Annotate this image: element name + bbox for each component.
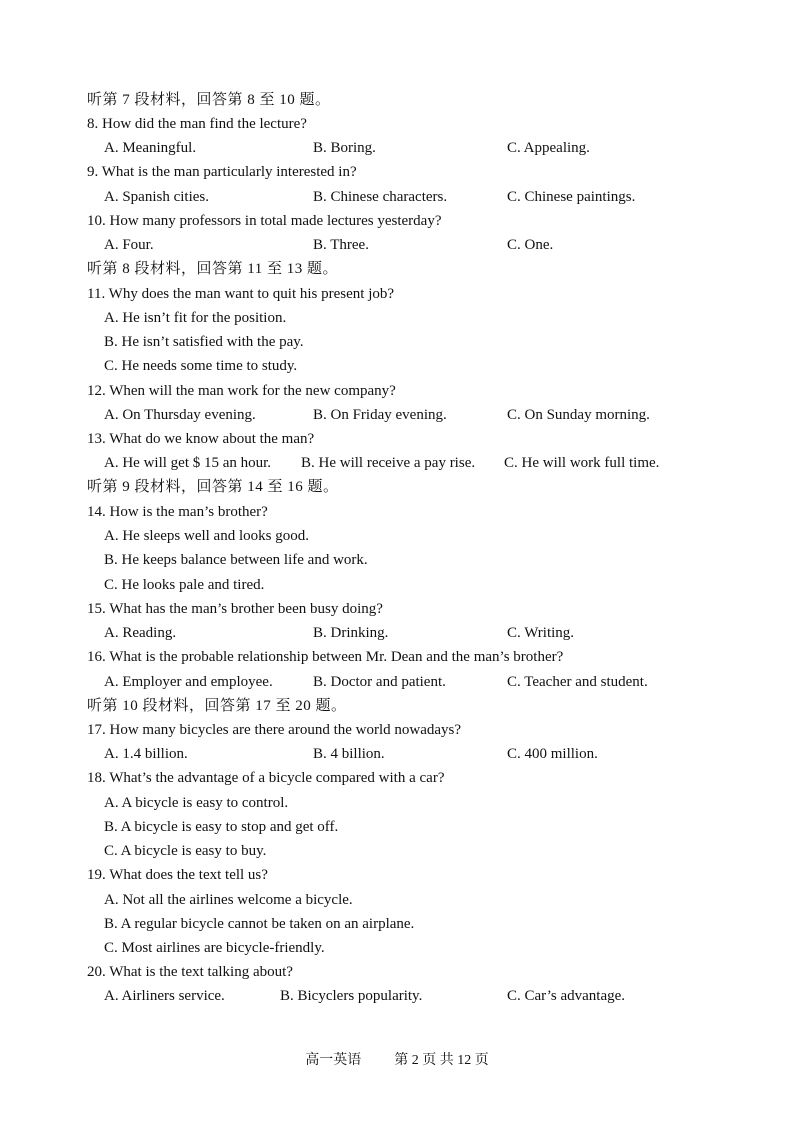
option-c: C. Chinese paintings.	[507, 189, 636, 205]
option-18-b: B. A bicycle is easy to stop and get off.	[104, 819, 339, 835]
option-b: B. Bicyclers popularity.	[280, 988, 423, 1004]
question-8: 8. How did the man find the lecture?	[87, 116, 307, 132]
question-11: 11. Why does the man want to quit his present job?	[87, 286, 395, 302]
question-9: 9. What is the man particularly interested in?	[87, 164, 357, 180]
option-c: C. He will work full time.	[504, 455, 660, 471]
question-10: 10. How many professors in total made lectures yesterday?	[87, 213, 442, 229]
footer-page-number: 第 2 页 共 12 页	[394, 1053, 489, 1068]
option-19-c: C. Most airlines are bicycle-friendly.	[104, 940, 325, 956]
option-a: A. Four.	[104, 237, 154, 253]
option-c: C. One.	[507, 237, 554, 253]
option-14-a: A. He sleeps well and looks good.	[104, 528, 309, 544]
page-footer	[0, 1051, 794, 1071]
option-11-c: C. He needs some time to study.	[104, 358, 298, 374]
question-17: 17. How many bicycles are there around the world nowadays?	[87, 722, 462, 738]
option-a: A. Airliners service.	[104, 988, 225, 1004]
question-18: 18. What’s the advantage of a bicycle compared with a car?	[87, 770, 445, 786]
option-19-b: B. A regular bicycle cannot be taken on an airplane.	[104, 916, 415, 932]
option-a: A. Spanish cities.	[104, 189, 209, 205]
option-b: B. Three.	[313, 237, 369, 253]
option-b: B. On Friday evening.	[313, 407, 447, 423]
option-b: B. Drinking.	[313, 625, 389, 641]
option-a: A. Employer and employee.	[104, 674, 273, 690]
option-b: B. He will receive a pay rise.	[301, 455, 476, 471]
question-14: 14. How is the man’s brother?	[87, 504, 268, 520]
option-a: A. On Thursday evening.	[104, 407, 256, 423]
option-a: A. 1.4 billion.	[104, 746, 188, 762]
option-b: B. Boring.	[313, 140, 376, 156]
option-18-a: A. A bicycle is easy to control.	[104, 795, 289, 811]
option-c: C. Car’s advantage.	[507, 988, 626, 1004]
option-b: B. Chinese characters.	[313, 189, 448, 205]
section-heading-9: 听第 9 段材料，回答第 14 至 16 题。	[87, 479, 339, 495]
option-b: B. 4 billion.	[313, 746, 385, 762]
option-a: A. He will get $ 15 an hour.	[104, 455, 272, 471]
question-16: 16. What is the probable relationship between Mr. Dean and the man’s brother?	[87, 649, 564, 665]
option-11-a: A. He isn’t fit for the position.	[104, 310, 287, 326]
option-c: C. On Sunday morning.	[507, 407, 650, 423]
question-13: 13. What do we know about the man?	[87, 431, 315, 447]
option-c: C. Teacher and student.	[507, 674, 648, 690]
option-a: A. Meaningful.	[104, 140, 197, 156]
option-b: B. Doctor and patient.	[313, 674, 446, 690]
section-heading-10: 听第 10 段材料，回答第 17 至 20 题。	[87, 698, 347, 714]
question-19: 19. What does the text tell us?	[87, 867, 268, 883]
footer-subject: 高一英语	[305, 1053, 362, 1068]
option-19-a: A. Not all the airlines welcome a bicycle.	[104, 892, 353, 908]
option-c: C. Appealing.	[507, 140, 590, 156]
option-c: C. Writing.	[507, 625, 575, 641]
section-heading-8: 听第 8 段材料，回答第 11 至 13 题。	[87, 261, 338, 277]
option-11-b: B. He isn’t satisfied with the pay.	[104, 334, 304, 350]
question-12: 12. When will the man work for the new company?	[87, 383, 396, 399]
option-a: A. Reading.	[104, 625, 177, 641]
option-18-c: C. A bicycle is easy to buy.	[104, 843, 267, 859]
option-14-c: C. He looks pale and tired.	[104, 577, 265, 593]
question-20: 20. What is the text talking about?	[87, 964, 293, 980]
question-15: 15. What has the man’s brother been busy doing?	[87, 601, 383, 617]
option-c: C. 400 million.	[507, 746, 598, 762]
option-14-b: B. He keeps balance between life and work.	[104, 552, 368, 568]
section-heading-7: 听第 7 段材料，回答第 8 至 10 题。	[87, 92, 331, 108]
